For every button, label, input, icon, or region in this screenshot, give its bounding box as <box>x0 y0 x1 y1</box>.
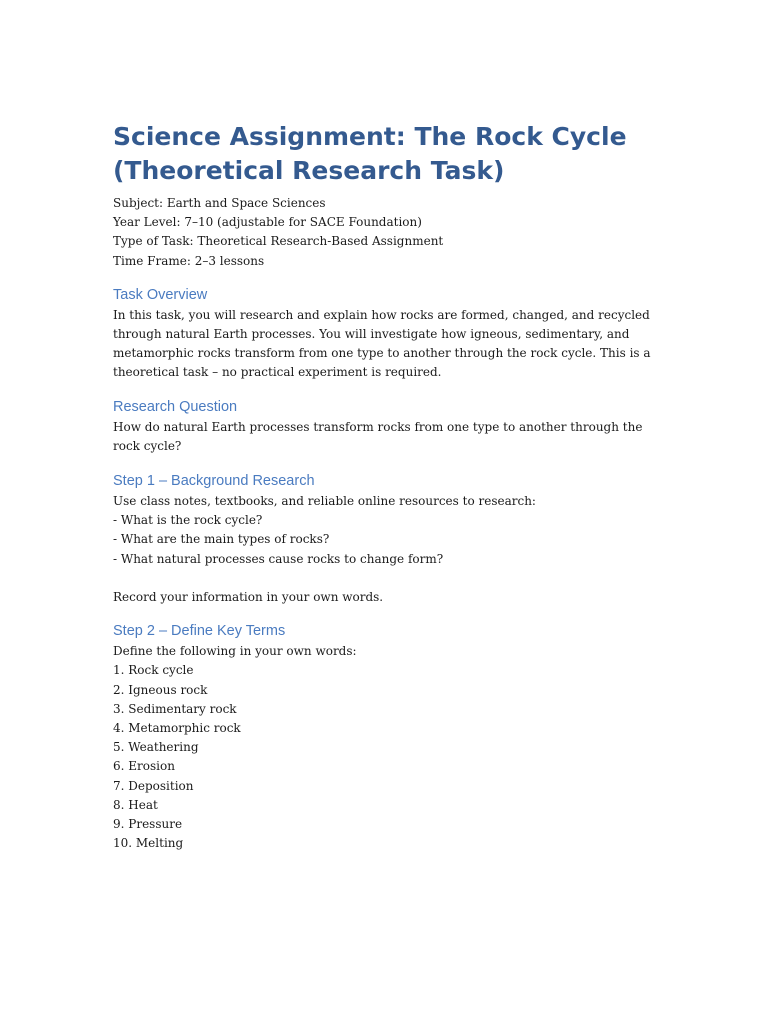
key-term-item: 1. Rock cycle <box>113 663 194 678</box>
document-content <box>113 120 663 853</box>
step1-item: - What is the rock cycle? <box>113 513 263 528</box>
key-term-item: 8. Heat <box>113 797 158 812</box>
meta-year-level: Year Level: 7–10 (adjustable for SACE Foundation) <box>113 215 422 230</box>
meta-time-frame: Time Frame: 2–3 lessons <box>113 253 265 268</box>
step2-section <box>113 642 663 853</box>
step1-item: - What are the main types of rocks? <box>113 532 330 547</box>
step1-item: - What natural processes cause rocks to change form? <box>113 551 444 566</box>
key-term-item: 7. Deposition <box>113 778 194 793</box>
key-term-item: 2. Igneous rock <box>113 682 208 697</box>
blank-line <box>113 569 663 588</box>
key-term-item: 6. Erosion <box>113 759 175 774</box>
step1-heading: Step 1 – Background Research <box>113 473 315 490</box>
step1-note: Record your information in your own words. <box>113 590 384 605</box>
key-term-item: 10. Melting <box>113 836 184 851</box>
task-overview-body: In this task, you will research and explain how rocks are formed, changed, and recycled through natural Earth processes. You will investigate how igneous, sedimentary, and metamorphic rocks transform from one type to another through the rock cycle. This is a theoretical task – no practical experiment is required. <box>113 307 651 380</box>
meta-subject: Subject: Earth and Space Sciences <box>113 196 326 210</box>
document-title: Science Assignment: The Rock Cycle (Theoretical Research Task) <box>113 122 627 185</box>
step1-section <box>113 492 663 607</box>
key-term-item: 3. Sedimentary rock <box>113 701 237 716</box>
meta-task-type: Type of Task: Theoretical Research-Based Assignment <box>113 234 444 249</box>
step2-heading: Step 2 – Define Key Terms <box>113 623 286 640</box>
key-term-item: 9. Pressure <box>113 817 183 832</box>
key-term-item: 4. Metamorphic rock <box>113 721 241 736</box>
step2-intro: Define the following in your own words: <box>113 644 357 659</box>
research-question-body: How do natural Earth processes transform rocks from one type to another through the rock cycle? <box>113 419 643 453</box>
step1-intro: Use class notes, textbooks, and reliable online resources to research: <box>113 494 536 509</box>
key-term-item: 5. Weathering <box>113 740 199 755</box>
assignment-meta <box>113 194 663 271</box>
task-overview-heading: Task Overview <box>113 286 208 303</box>
research-question-heading: Research Question <box>113 398 238 415</box>
